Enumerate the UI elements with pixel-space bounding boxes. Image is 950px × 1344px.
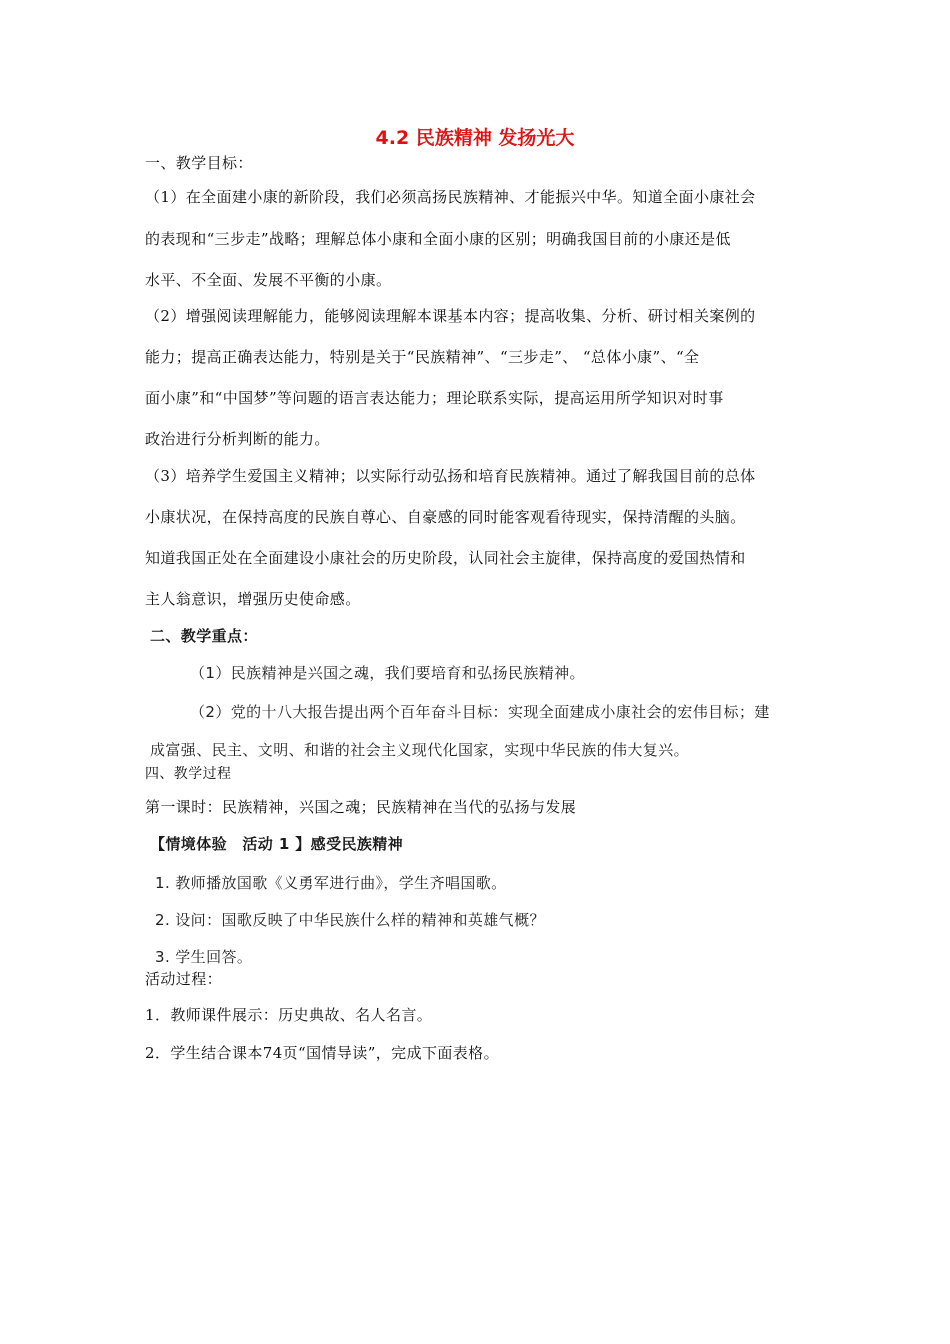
process-step-1: 1．教师课件展示：历史典故、名人名言。: [145, 1006, 433, 1024]
section-heading-key-points: 二、教学重点：: [150, 627, 258, 645]
process-step-2: 2．学生结合课本74页“国情导读”，完成下面表格。: [145, 1044, 499, 1062]
activity-step-2: 2. 设问：国歌反映了中华民族什么样的精神和英雄气概？: [155, 911, 545, 929]
goal-1-line-3: 水平、不全面、发展不平衡的小康。: [145, 271, 392, 289]
goal-2-line-3: 面小康”和“中国梦”等问题的语言表达能力；理论联系实际，提高运用所学知识对时事: [145, 389, 724, 407]
key-point-2-line-1: （2）党的十八大报告提出两个百年奋斗目标：实现全面建成小康社会的宏伟目标；建: [190, 703, 770, 721]
goal-3-line-3: 知道我国正处在全面建设小康社会的历史阶段，认同社会主旋律，保持高度的爱国热情和: [145, 549, 746, 567]
key-point-2-line-2: 成富强、民主、文明、和谐的社会主义现代化国家，实现中华民族的伟大复兴。: [150, 741, 690, 759]
lesson-one-title: 第一课时：民族精神，兴国之魂；民族精神在当代的弘扬与发展: [145, 798, 577, 816]
goal-2-line-4: 政治进行分析判断的能力。: [145, 430, 330, 448]
goal-3-line-1: （3）培养学生爱国主义精神；以实际行动弘扬和培育民族精神。通过了解我国目前的总体: [145, 467, 756, 485]
document-title: 4.2 民族精神 发扬光大: [375, 127, 575, 149]
goal-1-line-2: 的表现和“三步走”战略；理解总体小康和全面小康的区别；明确我国目前的小康还是低: [145, 230, 731, 248]
activity-step-3: 3. 学生回答。: [155, 948, 253, 966]
activity-step-1: 1. 教师播放国歌《义勇军进行曲》，学生齐唱国歌。: [155, 874, 507, 892]
goal-2-line-2: 能力；提高正确表达能力，特别是关于“民族精神”、“三步走”、 “总体小康”、“全: [145, 348, 700, 366]
section-heading-teaching-goals: 一、教学目标：: [145, 154, 253, 172]
activity-heading: 【情境体验 活动 1 】感受民族精神: [150, 835, 404, 853]
goal-2-line-1: （2）增强阅读理解能力，能够阅读理解本课基本内容；提高收集、分析、研讨相关案例的: [145, 307, 756, 325]
goal-3-line-4: 主人翁意识，增强历史使命感。: [145, 590, 361, 608]
goal-1-line-1: （1）在全面建小康的新阶段，我们必须高扬民族精神、才能振兴中华。知道全面小康社会: [145, 188, 756, 206]
goal-3-line-2: 小康状况，在保持高度的民族自尊心、自豪感的同时能客观看待现实，保持清醒的头脑。: [145, 508, 746, 526]
key-point-1: （1）民族精神是兴国之魂，我们要培育和弘扬民族精神。: [190, 664, 585, 682]
section-heading-teaching-process: 四、教学过程: [145, 766, 232, 782]
activity-process-heading: 活动过程：: [145, 970, 223, 988]
